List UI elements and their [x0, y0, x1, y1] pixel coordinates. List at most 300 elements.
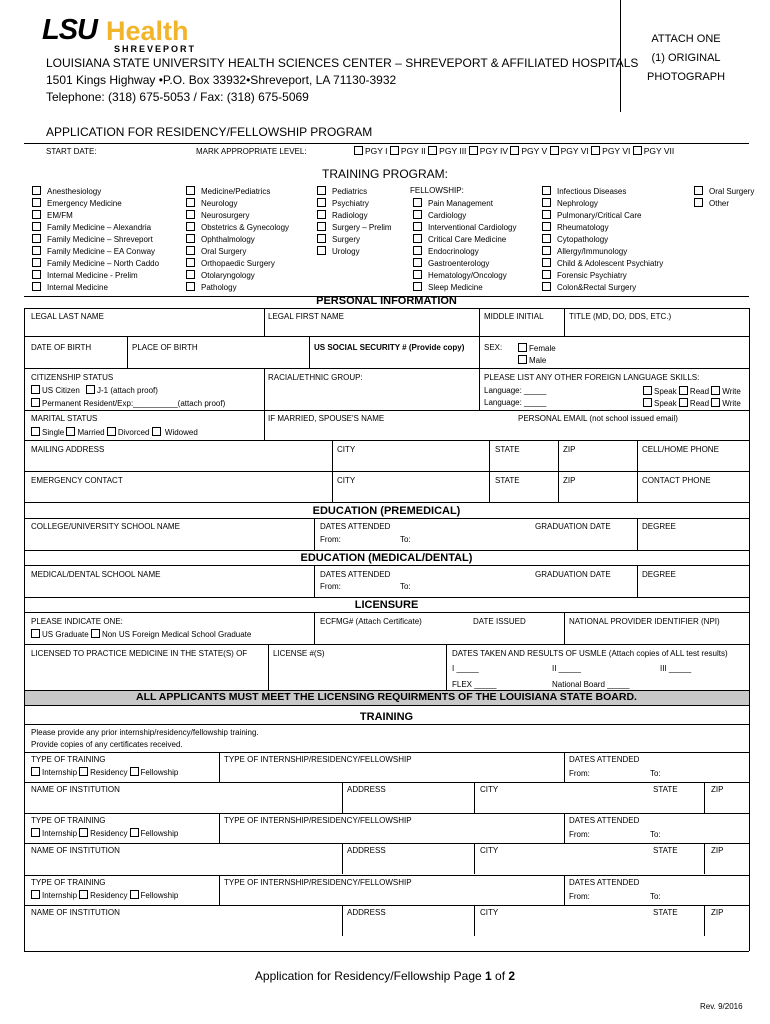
pgy-6b-checkbox[interactable] [591, 146, 600, 155]
us-graduate-label: US Graduate [42, 630, 89, 639]
training-from-label-3: From: [569, 892, 590, 901]
program-option-urology[interactable] [317, 246, 360, 257]
divorced-checkbox[interactable] [107, 427, 116, 436]
program-checkbox[interactable] [542, 198, 551, 207]
write-1-checkbox[interactable] [711, 386, 720, 395]
program-checkbox[interactable] [413, 210, 422, 219]
emergency-state-label: STATE [495, 476, 520, 485]
training-to-label-1: To: [650, 769, 661, 778]
program-option-cardiology[interactable] [413, 210, 466, 221]
pgy-2-checkbox[interactable] [390, 146, 399, 155]
rule [24, 308, 25, 951]
rule [24, 440, 749, 441]
program-label: Surgery – Prelim [332, 223, 392, 232]
pgy-1-label: PGY I [365, 146, 388, 156]
program-label: Hematology/Oncology [428, 271, 507, 280]
female-option[interactable] [518, 343, 556, 354]
program-checkbox[interactable] [32, 282, 41, 291]
program-option-forensic-psychiatry[interactable] [542, 270, 627, 281]
pgy-5-checkbox[interactable] [510, 146, 519, 155]
program-option-child-adolescent-psychiatry[interactable] [542, 258, 663, 269]
internship-checkbox-2[interactable] [31, 828, 40, 837]
program-checkbox[interactable] [542, 270, 551, 279]
program-label: Psychiatry [332, 199, 369, 208]
rule [564, 308, 565, 336]
residency-checkbox-1[interactable] [79, 767, 88, 776]
rule [24, 905, 749, 906]
widowed-label: Widowed [164, 428, 198, 437]
rule [314, 565, 315, 597]
pgy-1-checkbox[interactable] [354, 146, 363, 155]
program-checkbox[interactable] [186, 258, 195, 267]
rule [24, 813, 749, 814]
program-label: Emergency Medicine [47, 199, 122, 208]
program-label: Forensic Psychiatry [557, 271, 627, 280]
us-citizen-option[interactable] [31, 385, 80, 396]
female-checkbox[interactable] [518, 343, 527, 352]
program-label: Family Medicine – North Caddo [47, 259, 160, 268]
program-option-radiology[interactable] [317, 210, 368, 221]
program-checkbox[interactable] [32, 222, 41, 231]
contact-phone-label: CONTACT PHONE [642, 476, 711, 485]
program-option-internal-medicine[interactable] [32, 282, 108, 293]
training-dates-label-3: DATES ATTENDED [569, 878, 640, 887]
program-label: Cardiology [428, 211, 467, 220]
rule [219, 813, 220, 843]
rule [24, 875, 749, 876]
program-checkbox[interactable] [542, 234, 551, 243]
perm-resident-label: Permanent Resident/Exp:__________(attach proof) [42, 399, 226, 408]
program-label: Internal Medicine - Prelim [47, 271, 138, 280]
med-from-label: From: [320, 582, 341, 591]
usmle-step-3[interactable]: III _____ [660, 664, 692, 673]
indicate-one-label: PLEASE INDICATE ONE: [31, 617, 123, 626]
us-graduate-checkbox[interactable] [31, 629, 40, 638]
rule [24, 565, 749, 566]
single-label: Single [42, 428, 65, 437]
college-name-label: COLLEGE/UNIVERSITY SCHOOL NAME [31, 522, 180, 531]
program-option-pediatrics[interactable] [317, 186, 367, 197]
program-option-pain-management[interactable] [413, 198, 493, 209]
premed-dates-label: DATES ATTENDED [320, 522, 391, 531]
pgy-7-option[interactable] [633, 146, 675, 156]
rule [342, 905, 343, 936]
training-note-1: Please provide any prior internship/residency/fellowship training. [31, 728, 259, 737]
training-type-label-2: TYPE OF TRAINING [31, 816, 106, 825]
program-option-pathology[interactable] [186, 282, 237, 293]
rule [309, 336, 310, 368]
training-title: TRAINING [359, 711, 414, 723]
program-label: Radiology [332, 211, 368, 220]
fellowship-label: Fellowship [140, 829, 179, 838]
training-note-2: Provide copies of any certificates received. [31, 740, 183, 749]
program-option-orthopaedic-surgery[interactable] [186, 258, 275, 269]
program-checkbox[interactable] [413, 222, 422, 231]
emergency-zip-label: ZIP [563, 476, 576, 485]
program-checkbox[interactable] [32, 258, 41, 267]
program-label: Family Medicine – EA Conway [47, 247, 156, 256]
fellowship-checkbox-2[interactable] [130, 828, 139, 837]
j1-checkbox[interactable] [86, 385, 95, 394]
program-option-family-medicine-ea-conway[interactable] [32, 246, 155, 257]
program-label: Otolaryngology [201, 271, 255, 280]
pgy-4-option[interactable] [469, 146, 508, 156]
program-label: Nephrology [557, 199, 598, 208]
institution-name-label-2: NAME OF INSTITUTION [31, 846, 120, 855]
write-label: Write [722, 399, 741, 408]
speak-1-checkbox[interactable] [643, 386, 652, 395]
fellowship-label: Fellowship [140, 891, 179, 900]
institution-name-label-1: NAME OF INSTITUTION [31, 785, 120, 794]
male-option[interactable] [518, 355, 546, 366]
perm-resident-checkbox[interactable] [31, 398, 40, 407]
emergency-contact-label: EMERGENCY CONTACT [31, 476, 123, 485]
premed-to-label: To: [400, 535, 411, 544]
program-option-interventional-cardiology[interactable] [413, 222, 517, 233]
rule [219, 875, 220, 905]
program-option-family-medicine-shreveport[interactable] [32, 234, 153, 245]
institution-address-label-3: ADDRESS [347, 908, 386, 917]
edu-premed-title: EDUCATION (PREMEDICAL) [312, 505, 461, 517]
married-checkbox[interactable] [66, 427, 75, 436]
program-checkbox[interactable] [32, 198, 41, 207]
institution-name-label-3: NAME OF INSTITUTION [31, 908, 120, 917]
program-label: Rheumatology [557, 223, 609, 232]
npi-label: NATIONAL PROVIDER IDENTIFIER (NPI) [569, 617, 720, 626]
internship-checkbox-3[interactable] [31, 890, 40, 899]
med-degree-label: DEGREE [642, 570, 676, 579]
rule [24, 308, 749, 309]
program-checkbox[interactable] [317, 246, 326, 255]
language-1-skills [643, 386, 741, 397]
cell-phone-label: CELL/HOME PHONE [642, 445, 719, 454]
med-to-label: To: [400, 582, 411, 591]
internship-label: Internship [42, 891, 78, 900]
rule [24, 550, 749, 551]
pgy-6-label: PGY VI [560, 146, 589, 156]
training-type-of-label-1: TYPE OF INTERNSHIP/RESIDENCY/FELLOWSHIP [224, 755, 412, 764]
rule [474, 843, 475, 874]
program-checkbox[interactable] [542, 186, 551, 195]
program-option-medicine-pediatrics[interactable] [186, 186, 270, 197]
form-title: APPLICATION FOR RESIDENCY/FELLOWSHIP PROGRAM [46, 125, 373, 139]
program-option-allergy-immunology[interactable] [542, 246, 627, 257]
pgy-3-checkbox[interactable] [428, 146, 437, 155]
sex-label: SEX: [484, 343, 503, 352]
program-checkbox[interactable] [186, 270, 195, 279]
program-checkbox[interactable] [542, 258, 551, 267]
start-date-label: START DATE: [46, 147, 97, 156]
program-label: Critical Care Medicine [428, 235, 507, 244]
training-type-options-2 [31, 828, 180, 839]
program-option-critical-care-medicine[interactable] [413, 234, 506, 245]
non-us-graduate-label: Non US Foreign Medical School Graduate [101, 630, 252, 639]
rule [704, 905, 705, 936]
citizenship-label: CITIZENSHIP STATUS [31, 373, 114, 382]
mailing-zip-label: ZIP [563, 445, 576, 454]
program-label: Anesthesiology [47, 187, 102, 196]
program-option-other[interactable] [694, 198, 729, 209]
read-2-checkbox[interactable] [679, 398, 688, 407]
logo-sub-text: SHREVEPORT [114, 44, 197, 54]
program-label: Urology [332, 247, 360, 256]
licensed-states-label: LICENSED TO PRACTICE MEDICINE IN THE STATE(S) OF [31, 649, 248, 658]
program-checkbox[interactable] [542, 210, 551, 219]
program-checkbox[interactable] [413, 270, 422, 279]
training-program-title: TRAINING PROGRAM: [321, 167, 448, 181]
flex-score[interactable]: FLEX _____ [452, 680, 497, 689]
language-2-input[interactable]: Language: _____ [484, 398, 547, 407]
date-issued-label: DATE ISSUED [473, 617, 526, 626]
program-checkbox[interactable] [317, 186, 326, 195]
rule [474, 782, 475, 813]
rule [564, 813, 565, 843]
footer-page-total: 2 [508, 969, 516, 983]
institution-address-label-1: ADDRESS [347, 785, 386, 794]
pgy-7-checkbox[interactable] [633, 146, 642, 155]
language-1-input[interactable]: Language: _____ [484, 386, 547, 395]
program-checkbox[interactable] [317, 198, 326, 207]
photo-line-3: PHOTOGRAPH [646, 71, 726, 83]
program-option-surgery-prelim[interactable] [317, 222, 392, 233]
rule [446, 644, 447, 690]
program-checkbox[interactable] [186, 222, 195, 231]
footer-page-text: Application for Residency/Fellowship Page [254, 969, 486, 983]
rule [24, 644, 749, 645]
program-checkbox[interactable] [413, 282, 422, 291]
program-option-nephrology[interactable] [542, 198, 598, 209]
program-checkbox[interactable] [32, 234, 41, 243]
mailing-state-label: STATE [495, 445, 520, 454]
program-option-family-medicine-alexandria[interactable] [32, 222, 151, 233]
program-checkbox[interactable] [317, 210, 326, 219]
rule [24, 612, 749, 613]
photo-box[interactable] [621, 30, 751, 87]
fellowship-checkbox-3[interactable] [130, 890, 139, 899]
rule [24, 597, 749, 598]
program-option-psychiatry[interactable] [317, 198, 369, 209]
speak-label: Speak [654, 399, 677, 408]
male-checkbox[interactable] [518, 355, 527, 364]
training-from-label-2: From: [569, 830, 590, 839]
program-checkbox[interactable] [694, 186, 703, 195]
training-from-label-1: From: [569, 769, 590, 778]
program-option-pulmonary-critical-care[interactable] [542, 210, 641, 221]
program-checkbox[interactable] [317, 234, 326, 243]
residency-checkbox-3[interactable] [79, 890, 88, 899]
institution-city-label-2: CITY [480, 846, 499, 855]
widowed-checkbox[interactable] [152, 427, 161, 436]
program-checkbox[interactable] [694, 198, 703, 207]
title-md-label: TITLE (MD, DO, DDS, ETC.) [569, 312, 672, 321]
program-checkbox[interactable] [186, 246, 195, 255]
program-checkbox[interactable] [542, 246, 551, 255]
spouse-name-label: IF MARRIED, SPOUSE'S NAME [268, 414, 385, 423]
program-option-endocrinology[interactable] [413, 246, 479, 257]
program-option-oral-surgery[interactable] [694, 186, 754, 197]
rule [314, 518, 315, 550]
program-checkbox[interactable] [413, 258, 422, 267]
program-option-rheumatology[interactable] [542, 222, 609, 233]
program-checkbox[interactable] [413, 198, 422, 207]
usmle-step-2[interactable]: II _____ [552, 664, 581, 673]
program-checkbox[interactable] [186, 210, 195, 219]
program-label: Colon&Rectal Surgery [557, 283, 637, 292]
pgy-4-checkbox[interactable] [469, 146, 478, 155]
non-us-graduate-checkbox[interactable] [91, 629, 100, 638]
program-label: Medicine/Pediatrics [201, 187, 271, 196]
premed-degree-label: DEGREE [642, 522, 676, 531]
rule [704, 843, 705, 874]
program-option-infectious-diseases[interactable] [542, 186, 626, 197]
program-option-neurosurgery[interactable] [186, 210, 249, 221]
program-option-gastroenterology[interactable] [413, 258, 489, 269]
program-option-sleep-medicine[interactable] [413, 282, 483, 293]
pgy-6-option[interactable] [550, 146, 589, 156]
speak-2-checkbox[interactable] [643, 398, 652, 407]
program-option-surgery[interactable] [317, 234, 360, 245]
institution-city-label-3: CITY [480, 908, 499, 917]
national-board-score[interactable]: National Board _____ [552, 680, 630, 689]
write-label: Write [722, 387, 741, 396]
program-label: Allergy/Immunology [557, 247, 628, 256]
program-checkbox[interactable] [542, 282, 551, 291]
program-option-obstetrics-gynecology[interactable] [186, 222, 289, 233]
med-school-label: MEDICAL/DENTAL SCHOOL NAME [31, 570, 161, 579]
program-checkbox[interactable] [186, 198, 195, 207]
rule [264, 368, 265, 410]
program-option-oral-surgery[interactable] [186, 246, 246, 257]
us-citizen-checkbox[interactable] [31, 385, 40, 394]
pgy-1-option[interactable] [354, 146, 388, 156]
usmle-label: DATES TAKEN AND RESULTS OF USMLE (Attach copies of ALL test results) [452, 649, 728, 658]
dob-label: DATE OF BIRTH [31, 343, 92, 352]
program-label: Pain Management [428, 199, 493, 208]
j1-option[interactable] [86, 385, 158, 396]
institution-city-label-1: CITY [480, 785, 499, 794]
residency-checkbox-2[interactable] [79, 828, 88, 837]
program-option-family-medicine-north-caddo[interactable] [32, 258, 159, 269]
program-label: EM/FM [47, 211, 73, 220]
pgy-3-option[interactable] [428, 146, 466, 156]
program-checkbox[interactable] [413, 234, 422, 243]
program-option-neurology[interactable] [186, 198, 237, 209]
pgy-6b-option[interactable] [591, 146, 630, 156]
program-label: Internal Medicine [47, 283, 108, 292]
rule [24, 752, 749, 753]
program-checkbox[interactable] [32, 186, 41, 195]
pgy-4-label: PGY IV [479, 146, 508, 156]
rule [564, 875, 565, 905]
program-label: Ophthalmology [201, 235, 255, 244]
training-type-label-3: TYPE OF TRAINING [31, 878, 106, 887]
program-checkbox[interactable] [542, 222, 551, 231]
rule [564, 752, 565, 782]
fellowship-checkbox-1[interactable] [130, 767, 139, 776]
pgy-3-label: PGY III [439, 146, 467, 156]
perm-resident-option[interactable] [31, 398, 225, 409]
language-skills-label: PLEASE LIST ANY OTHER FOREIGN LANGUAGE SKILLS: [484, 373, 700, 382]
marital-status-label: MARITAL STATUS [31, 414, 98, 423]
program-option-em-fm[interactable] [32, 210, 73, 221]
program-option-hematology-oncology[interactable] [413, 270, 507, 281]
title-rule [24, 143, 749, 144]
rule [479, 368, 480, 410]
program-option-cytopathology[interactable] [542, 234, 608, 245]
program-option-colon-rectal-surgery[interactable] [542, 282, 636, 293]
program-label: Pathology [201, 283, 237, 292]
program-option-anesthesiology[interactable] [32, 186, 101, 197]
rule [479, 308, 480, 336]
read-1-checkbox[interactable] [679, 386, 688, 395]
training-to-label-2: To: [650, 830, 661, 839]
program-option-emergency-medicine[interactable] [32, 198, 122, 209]
institution-phone: Telephone: (318) 675-5053 / Fax: (318) 675-5069 [46, 90, 309, 104]
rule [264, 308, 265, 336]
pgy-6-checkbox[interactable] [550, 146, 559, 155]
program-label: Endocrinology [428, 247, 479, 256]
marital-options [31, 427, 198, 438]
training-type-options-3 [31, 890, 180, 901]
pgy-level-row [354, 146, 674, 156]
read-label: Read [689, 387, 710, 396]
program-label: Orthopaedic Surgery [201, 259, 275, 268]
program-label: Pediatrics [332, 187, 368, 196]
program-label: Interventional Cardiology [428, 223, 517, 232]
program-checkbox[interactable] [186, 282, 195, 291]
revision-date: Rev. 9/2016 [700, 1002, 743, 1011]
pgy-2-option[interactable] [390, 146, 426, 156]
institution-address: 1501 Kings Highway •P.O. Box 33932•Shreveport, LA 71130-3932 [46, 73, 397, 87]
divorced-label: Divorced [117, 428, 150, 437]
usmle-step-1[interactable]: I _____ [452, 664, 479, 673]
rule [24, 782, 749, 783]
internship-label: Internship [42, 829, 78, 838]
logo-health-text: Health [106, 16, 189, 46]
footer-page-num: 1 [485, 969, 492, 983]
us-citizen-label: US Citizen [42, 386, 80, 395]
rule [24, 502, 749, 503]
fellowship-label: FELLOWSHIP: [410, 186, 464, 195]
rule [24, 518, 749, 519]
rule [24, 843, 749, 844]
program-checkbox[interactable] [186, 234, 195, 243]
program-option-otolaryngology[interactable] [186, 270, 255, 281]
program-checkbox[interactable] [317, 222, 326, 231]
program-label: Obstetrics & Gynecology [201, 223, 290, 232]
internship-checkbox-1[interactable] [31, 767, 40, 776]
program-checkbox[interactable] [32, 246, 41, 255]
program-checkbox[interactable] [186, 186, 195, 195]
program-checkbox[interactable] [32, 210, 41, 219]
pgy-5-option[interactable] [510, 146, 547, 156]
personal-email-label: PERSONAL EMAIL (not school issued email) [518, 414, 678, 423]
rule [264, 410, 265, 440]
institution-address-label-2: ADDRESS [347, 846, 386, 855]
residency-label: Residency [90, 891, 128, 900]
program-checkbox[interactable] [32, 270, 41, 279]
program-label: Neurosurgery [201, 211, 250, 220]
program-option-internal-medicine-prelim[interactable] [32, 270, 138, 281]
med-dates-label: DATES ATTENDED [320, 570, 391, 579]
program-label: Oral Surgery [201, 247, 247, 256]
program-option-ophthalmology[interactable] [186, 234, 255, 245]
program-label: Oral Surgery [709, 187, 755, 196]
single-checkbox[interactable] [31, 427, 40, 436]
rule [24, 724, 749, 725]
program-checkbox[interactable] [413, 246, 422, 255]
write-2-checkbox[interactable] [711, 398, 720, 407]
